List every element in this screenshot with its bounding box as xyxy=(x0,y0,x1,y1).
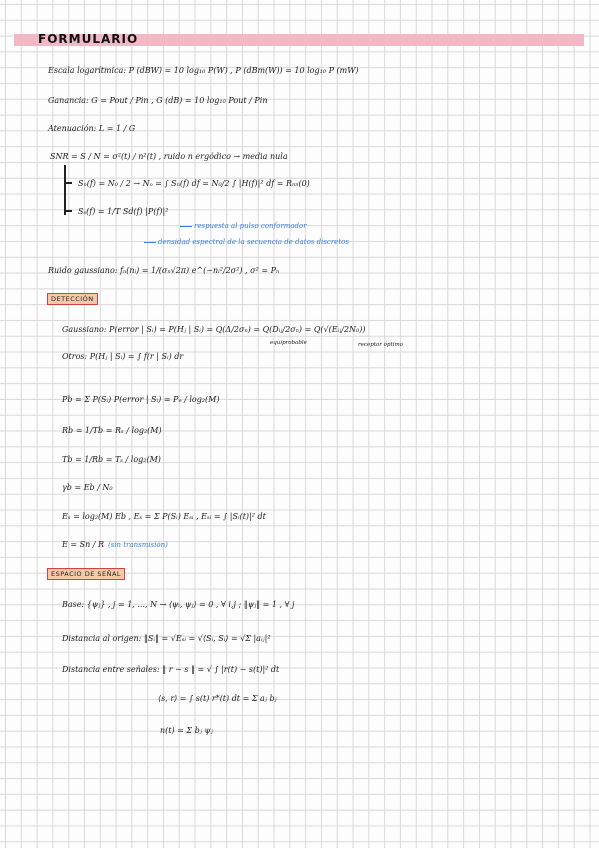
formula-gaussiano: Gaussiano: P(error | Sᵢ) = P(Hⱼ | Sᵢ) = Q(Δ/2σₙ) = Q(Dᵢⱼ/2σₙ) = Q(√(Eᵢⱼ/2N₀)) xyxy=(62,325,366,334)
section-espacio-senal: ESPACIO DE SEÑAL xyxy=(47,568,125,580)
formula-snr: SNR = S / N = σ²(t) / n²(t) , ruido n ergódico → media nula xyxy=(50,152,288,161)
formula-nt: n(t) = Σ bⱼ ψⱼ xyxy=(160,726,213,735)
note-pulso: respuesta al pulso conformador xyxy=(194,222,307,230)
formula-base: Base: {ψⱼ} , j = 1, ..., N → ⟨ψᵢ, ψⱼ⟩ = 0 , ∀ i,j ; ‖ψⱼ‖ = 1 , ∀ j xyxy=(62,600,295,609)
note-sin-transmision: (sin transmisión) xyxy=(108,541,168,549)
snr-hook-2 xyxy=(64,210,72,212)
section-deteccion: DETECCIÓN xyxy=(47,293,98,305)
formula-yb: γb = Eb / N₀ xyxy=(62,483,113,492)
formula-distancia-origen: Distancia al origen: ‖Sᵢ‖ = √Eₛᵢ = √⟨Sᵢ, Sᵢ⟩ = √Σ |aᵢⱼ|² xyxy=(62,634,271,643)
formula-tb: Tb = 1/Rb = Tₛ / log₂(M) xyxy=(62,455,161,464)
formula-ss: Sₛ(f) = 1/T Sd(f) |P(f)|² xyxy=(78,207,169,216)
formula-pb: Pb = Σ P(Sᵢ) P(error | Sᵢ) = Pₑ / log₂(M) xyxy=(62,395,220,404)
formula-e: E = Sn / R xyxy=(62,540,105,549)
snr-bracket xyxy=(64,165,66,215)
page-title: FORMULARIO xyxy=(38,32,139,46)
formula-ruido: Ruido gaussiano: fₙ(nᵢ) = 1/(σₙ√2π) e^(−nᵢ²/2σ²) , σ² = Pₙ xyxy=(48,266,280,275)
note-densidad: densidad espectral de la secuencia de datos discretos xyxy=(158,238,349,246)
formula-producto: ⟨s, r⟩ = ∫ s(t) r*(t) dt = Σ aⱼ bⱼ xyxy=(158,694,277,703)
note-equiprobable: equiprobable xyxy=(270,340,307,346)
note-leader-2 xyxy=(144,242,156,243)
note-leader-1 xyxy=(180,226,192,227)
formula-distancia-senales: Distancia entre señales: ‖ r − s ‖ = √ ∫ |r(t) − s(t)|² dt xyxy=(62,665,280,674)
formula-es: Eₛ = log₂(M) Eb , Eₛ = Σ P(Sᵢ) Eₛᵢ , Eₛᵢ = ∫ |Sᵢ(t)|² dt xyxy=(62,512,266,521)
formula-atenuacion: Atenuación: L = 1 / G xyxy=(48,124,136,133)
formula-rb: Rb = 1/Tb = Rₛ / log₂(M) xyxy=(62,426,162,435)
formula-ganancia: Ganancia: G = Pout / Pin , G (dB) = 10 log₁₀ Pout / Pin xyxy=(48,96,268,105)
snr-hook-1 xyxy=(64,182,72,184)
formula-otros: Otros: P(Hⱼ | Sᵢ) = ∫ f(r | Sᵢ) dr xyxy=(62,352,184,361)
note-receptor: receptor óptimo xyxy=(358,342,403,348)
formula-escala: Escala logarítmica: P (dBW) = 10 log₁₀ P(W) , P (dBm(W)) = 10 log₁₀ P (mW) xyxy=(48,66,359,75)
formula-sn: Sₙ(f) = N₀ / 2 → Nₒ = ∫ Sₙ(f) df = N₀/2 ∫ |H(f)|² df = Rₙₙ(0) xyxy=(78,179,310,188)
